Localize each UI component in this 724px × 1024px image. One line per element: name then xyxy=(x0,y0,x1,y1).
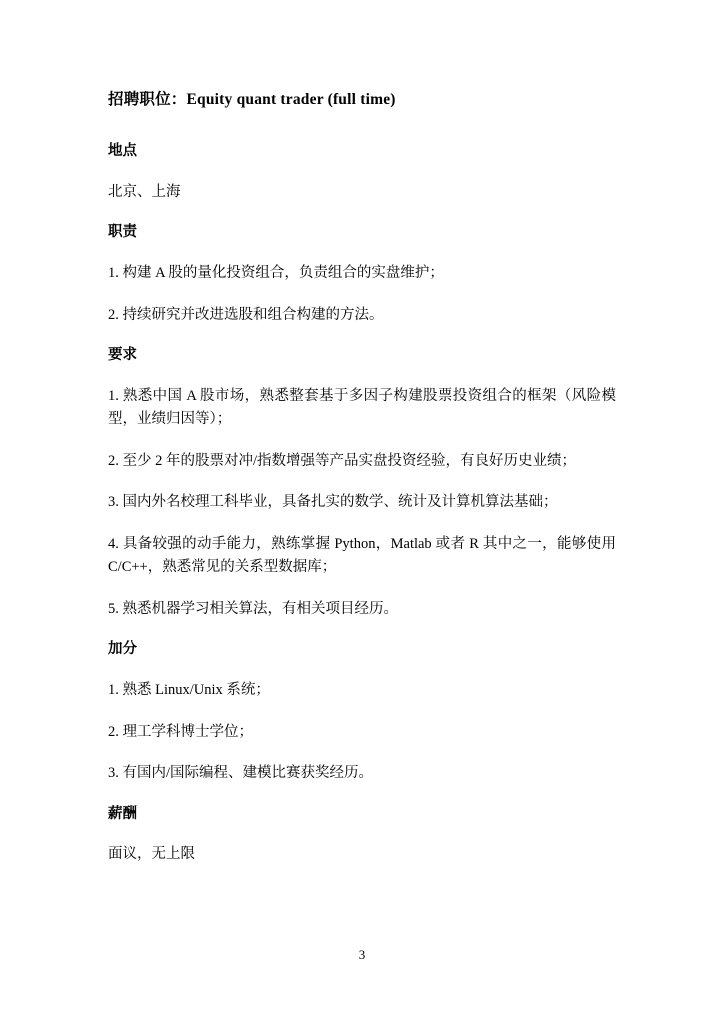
section-responsibilities-item-2: 2. 持续研究并改进选股和组合构建的方法。 xyxy=(108,306,384,323)
page-title: 招聘职位：Equity quant trader (full time) xyxy=(108,91,396,108)
section-location xyxy=(108,141,616,204)
section-requirements-item-5: 5. 熟悉机器学习相关算法，有相关项目经历。 xyxy=(108,600,398,617)
section-heading-salary: 薪酬 xyxy=(108,805,137,822)
section-bonus-item-3: 3. 有国内/国际编程、建模比赛获奖经历。 xyxy=(108,765,374,782)
section-requirements-item-3: 3. 国内外名校理工科毕业，具备扎实的数学、统计及计算机算法基础； xyxy=(108,494,558,511)
section-bonus-item-1: 1. 熟悉 Linux/Unix 系统； xyxy=(108,682,270,699)
section-requirements-item-2: 2. 至少 2 年的股票对冲/指数增强等产品实盘投资经验，有良好历史业绩； xyxy=(108,452,577,469)
section-heading-responsibilities: 职责 xyxy=(108,224,137,241)
section-bonus-item-2: 2. 理工学科博士学位； xyxy=(108,723,253,740)
section-requirements xyxy=(108,345,616,621)
section-salary-item-1: 面议，无上限 xyxy=(108,846,195,863)
section-requirements-item-4: 4. 具备较强的动手能力，熟练掌握 Python，Matlab 或者 R 其中之一，能够使用 C/C++，熟悉常见的关系型数据库； xyxy=(108,535,616,576)
section-responsibilities-item-1: 1. 构建 A 股的量化投资组合，负责组合的实盘维护； xyxy=(108,265,444,282)
section-heading-location: 地点 xyxy=(108,143,137,160)
section-bonus xyxy=(108,639,616,785)
section-requirements-item-1: 1. 熟悉中国 A 股市场，熟悉整套基于多因子构建股票投资组合的框架（风险模型，业绩归因等）； xyxy=(108,387,616,428)
section-heading-bonus: 加分 xyxy=(108,641,137,658)
section-responsibilities xyxy=(108,222,616,327)
section-location-item-1: 北京、上海 xyxy=(108,184,181,200)
page-number: 3 xyxy=(358,947,366,962)
section-heading-requirements: 要求 xyxy=(108,347,137,364)
section-salary xyxy=(108,804,616,867)
